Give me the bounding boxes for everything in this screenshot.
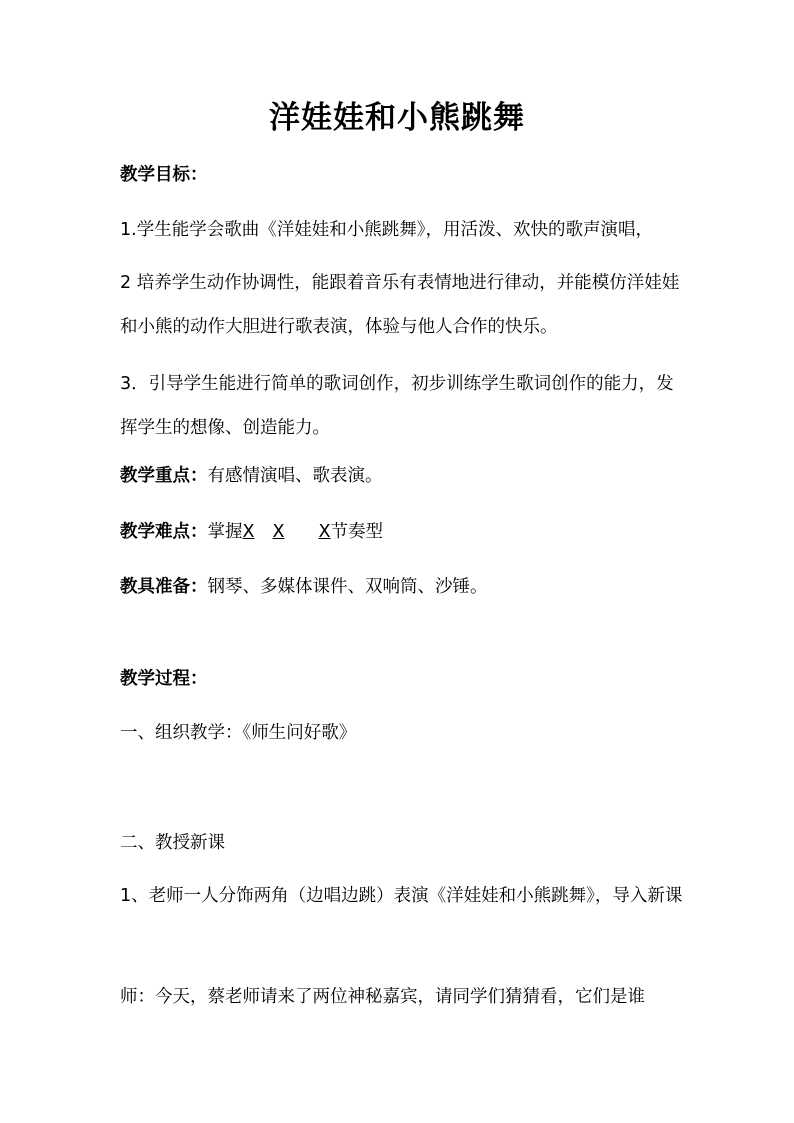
process-step-1: 一、组织教学：《师生问好歌》 bbox=[120, 723, 357, 743]
difficulty-suffix: 节奏型 bbox=[330, 522, 383, 542]
process-step-2-1: 1、老师一人分饰两角（边唱边跳）表演《洋娃娃和小熊跳舞》，导入新课 bbox=[120, 886, 683, 906]
materials-label: 教具准备： bbox=[120, 577, 208, 597]
difficulty-label: 教学难点： bbox=[120, 522, 208, 542]
objective-item-1: 1.学生能学会歌曲《洋娃娃和小熊跳舞》，用活泼、欢快的歌声演唱， bbox=[120, 220, 653, 240]
document-title: 洋娃娃和小熊跳舞 bbox=[269, 100, 525, 136]
rhythm-pattern bbox=[243, 522, 331, 542]
materials-text: 钢琴、多媒体课件、双响筒、沙锤。 bbox=[207, 577, 488, 597]
objective-item-2: 2 培养学生动作协调性，能跟着音乐有表情地进行律动，并能模仿洋娃娃和小熊的动作大胆进行歌表演，体验与他人合作的快乐。 bbox=[120, 273, 680, 337]
objective-item-3: 3．引导学生能进行简单的歌词创作，初步训练学生歌词创作的能力，发挥学生的想像、创造能力。 bbox=[120, 374, 674, 438]
key-point-label: 教学重点： bbox=[120, 466, 208, 486]
difficulty-line bbox=[120, 519, 690, 545]
process-heading: 教学过程： bbox=[120, 669, 208, 689]
materials-line bbox=[120, 574, 690, 600]
objectives-heading: 教学目标： bbox=[120, 165, 208, 185]
key-point-text: 有感情演唱、歌表演。 bbox=[207, 466, 383, 486]
process-step-2: 二、教授新课 bbox=[120, 833, 225, 853]
rhythm-note-1: X bbox=[242, 522, 255, 542]
rhythm-note-2: X bbox=[272, 522, 285, 542]
key-point-line bbox=[120, 463, 690, 489]
teacher-line: 师：今天，蔡老师请来了两位神秘嘉宾，请同学们猜猜看，它们是谁 bbox=[120, 987, 645, 1007]
difficulty-prefix: 掌握 bbox=[207, 522, 243, 542]
rhythm-note-3: X bbox=[318, 522, 331, 542]
